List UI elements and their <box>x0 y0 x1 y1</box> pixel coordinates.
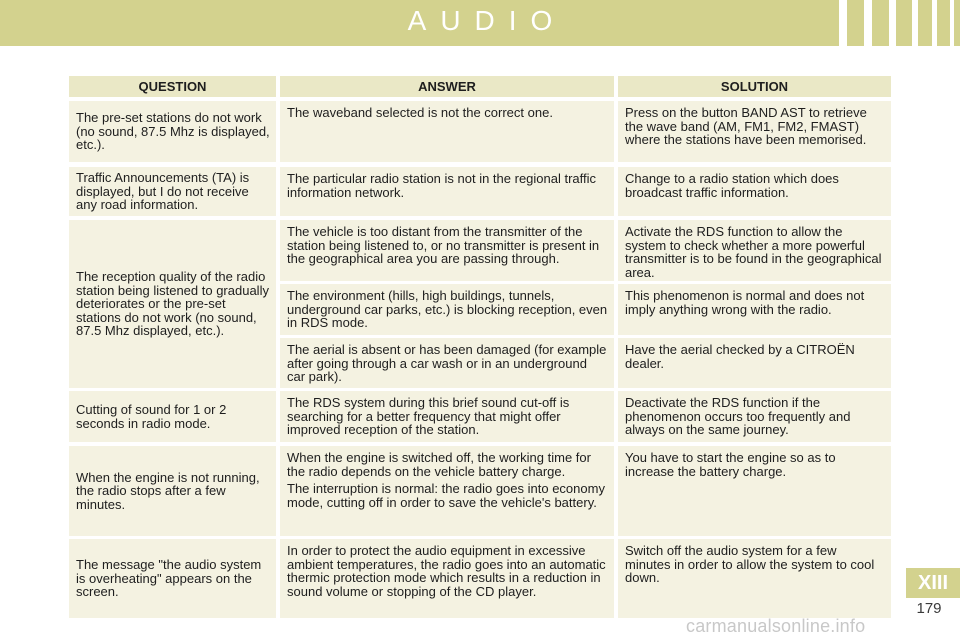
column-header-solution: SOLUTION <box>618 76 891 97</box>
answer-cell <box>280 446 614 536</box>
question-cell <box>69 220 276 388</box>
solution-text: Activate the RDS function to allow the system to check whether a more powerful transmitter is to be found in the geographical area. <box>625 224 882 280</box>
solution-text: Press on the button BAND AST to retrieve the wave band (AM, FM1, FM2, FMAST) where the stations have been memorised. <box>625 105 867 147</box>
answer-text: The vehicle is too distant from the transmitter of the station being listened to, or no transmitter is present in the geographical area you are passing through. <box>287 224 600 266</box>
solution-cell <box>618 101 891 162</box>
answer-text: The interruption is normal: the radio goes into economy mode, cutting off in order to save the vehicle's battery. <box>287 481 605 510</box>
solution-text: This phenomenon is normal and does not imply anything wrong with the radio. <box>625 288 865 317</box>
question-cell <box>69 391 276 442</box>
answer-cell <box>280 284 614 335</box>
solution-cell <box>618 539 891 618</box>
page-title: AUDIO <box>407 5 567 36</box>
solution-text: Have the aerial checked by a CITROËN dealer. <box>625 342 855 371</box>
solution-cell <box>618 167 891 216</box>
solution-text: Change to a radio station which does broadcast traffic information. <box>625 171 839 200</box>
chapter-tab: XIII <box>906 568 960 598</box>
question-cell <box>69 539 276 618</box>
answer-cell <box>280 101 614 162</box>
header-band <box>0 0 960 46</box>
question-cell <box>69 101 276 162</box>
solution-cell <box>618 338 891 388</box>
column-header-question: QUESTION <box>69 76 276 97</box>
answer-cell <box>280 539 614 618</box>
question-text: The reception quality of the radio station being listened to gradually deteriorates or the pre-set stations do not work (no sound, 87.5 Mhz displayed, etc.). <box>76 269 269 339</box>
question-cell <box>69 446 276 536</box>
solution-cell <box>618 220 891 281</box>
header-stripe <box>864 0 872 46</box>
answer-text: The waveband selected is not the correct one. <box>287 105 553 120</box>
answer-cell <box>280 167 614 216</box>
solution-cell <box>618 391 891 442</box>
header-stripe <box>950 0 954 46</box>
solution-text: You have to start the engine so as to increase the battery charge. <box>625 450 836 479</box>
header-stripe <box>839 0 847 46</box>
solution-cell <box>618 284 891 335</box>
watermark: carmanualsonline.info <box>686 616 866 636</box>
answer-text: The environment (hills, high buildings, tunnels, underground car parks, etc.) is blocking reception, even in RDS mode. <box>287 288 608 330</box>
header-stripe <box>889 0 896 46</box>
answer-cell <box>280 338 614 388</box>
question-text: When the engine is not running, the radio stops after a few minutes. <box>76 469 260 512</box>
answer-cell <box>280 220 614 281</box>
header-stripe <box>912 0 918 46</box>
question-text: The message "the audio system is overheating" appears on the screen. <box>76 557 262 600</box>
question-text: The pre-set stations do not work (no sound, 87.5 Mhz is displayed, etc.). <box>76 110 270 153</box>
answer-text: The aerial is absent or has been damaged (for example after going through a car wash or in an underground car park). <box>287 342 607 384</box>
answer-text: In order to protect the audio equipment in excessive ambient temperatures, the radio goes into an automatic thermic protection mode which results in a reduction in sound volume or stopping of the CD player. <box>287 543 606 599</box>
solution-cell <box>618 446 891 536</box>
answer-text: The RDS system during this brief sound cut-off is searching for a better frequency that might offer improved reception of the station. <box>287 395 570 437</box>
column-header-answer: ANSWER <box>280 76 614 97</box>
solution-text: Deactivate the RDS function if the phenomenon occurs too frequently and always on the same journey. <box>625 395 851 437</box>
question-cell <box>69 167 276 216</box>
question-text: Traffic Announcements (TA) is displayed, but I do not receive any road information. <box>76 170 250 213</box>
answer-text: When the engine is switched off, the working time for the radio depends on the vehicle battery charge. <box>287 450 591 479</box>
answer-cell <box>280 391 614 442</box>
header-stripe <box>932 0 937 46</box>
question-text: Cutting of sound for 1 or 2 seconds in radio mode. <box>76 402 227 431</box>
solution-text: Switch off the audio system for a few minutes in order to allow the system to cool down. <box>625 543 875 585</box>
answer-text: The particular radio station is not in the regional traffic information network. <box>287 171 597 200</box>
page-number: 179 <box>916 600 942 617</box>
